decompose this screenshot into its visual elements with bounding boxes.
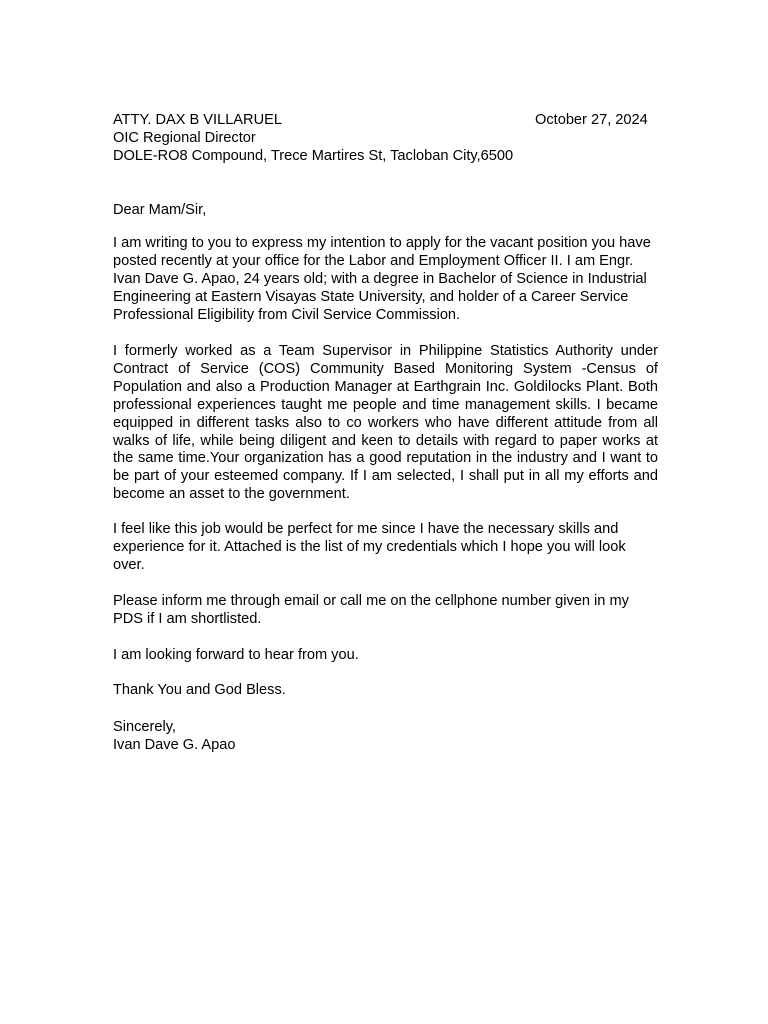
signature-name: Ivan Dave G. Apao	[113, 737, 236, 753]
paragraph-experience: I formerly worked as a Team Supervisor in Philippine Statistics Authority under Contract of Service (COS) Community Based Monitoring System -Census of Population and also a Production Manager at Earthgrain Inc. Goldilocks Plant. Both professional experiences taught me people and time management skills. I became equipped in different tasks also to co workers who have different attitude from all walks of life, while being diligent and keen to details with regard to paper works at the same time.Your organization has a good reputation in the industry and I want to be part of your esteemed company. If I am selected, I shall put in all my efforts and become an asset to the government.	[113, 343, 658, 503]
closing: Sincerely,	[113, 719, 176, 735]
paragraph-thanks: Thank You and God Bless.	[113, 682, 286, 698]
salutation: Dear Mam/Sir,	[113, 202, 207, 218]
recipient-address: DOLE-RO8 Compound, Trece Martires St, Tacloban City,6500	[113, 148, 514, 164]
paragraph-intro: I am writing to you to express my intention to apply for the vacant position you have posted recently at your office for the Labor and Employment Officer II. I am Engr. Ivan Dave G. Apao, 24 years old; with a degree in Bachelor of Science in Industrial Engineering at Eastern Visayas State University, and holder of a Career Service Professional Eligibility from Civil Service Commission.	[113, 235, 651, 323]
paragraph-looking-forward: I am looking forward to hear from you.	[113, 647, 359, 663]
letter-date: October 27, 2024	[535, 112, 648, 128]
recipient-name: ATTY. DAX B VILLARUEL	[113, 112, 282, 128]
paragraph-contact: Please inform me through email or call me on the cellphone number given in my PDS if I am shortlisted.	[113, 593, 629, 627]
paragraph-credentials: I feel like this job would be perfect for me since I have the necessary skills and experience for it. Attached is the list of my credentials which I hope you will look over.	[113, 521, 626, 573]
recipient-title: OIC Regional Director	[113, 130, 256, 146]
